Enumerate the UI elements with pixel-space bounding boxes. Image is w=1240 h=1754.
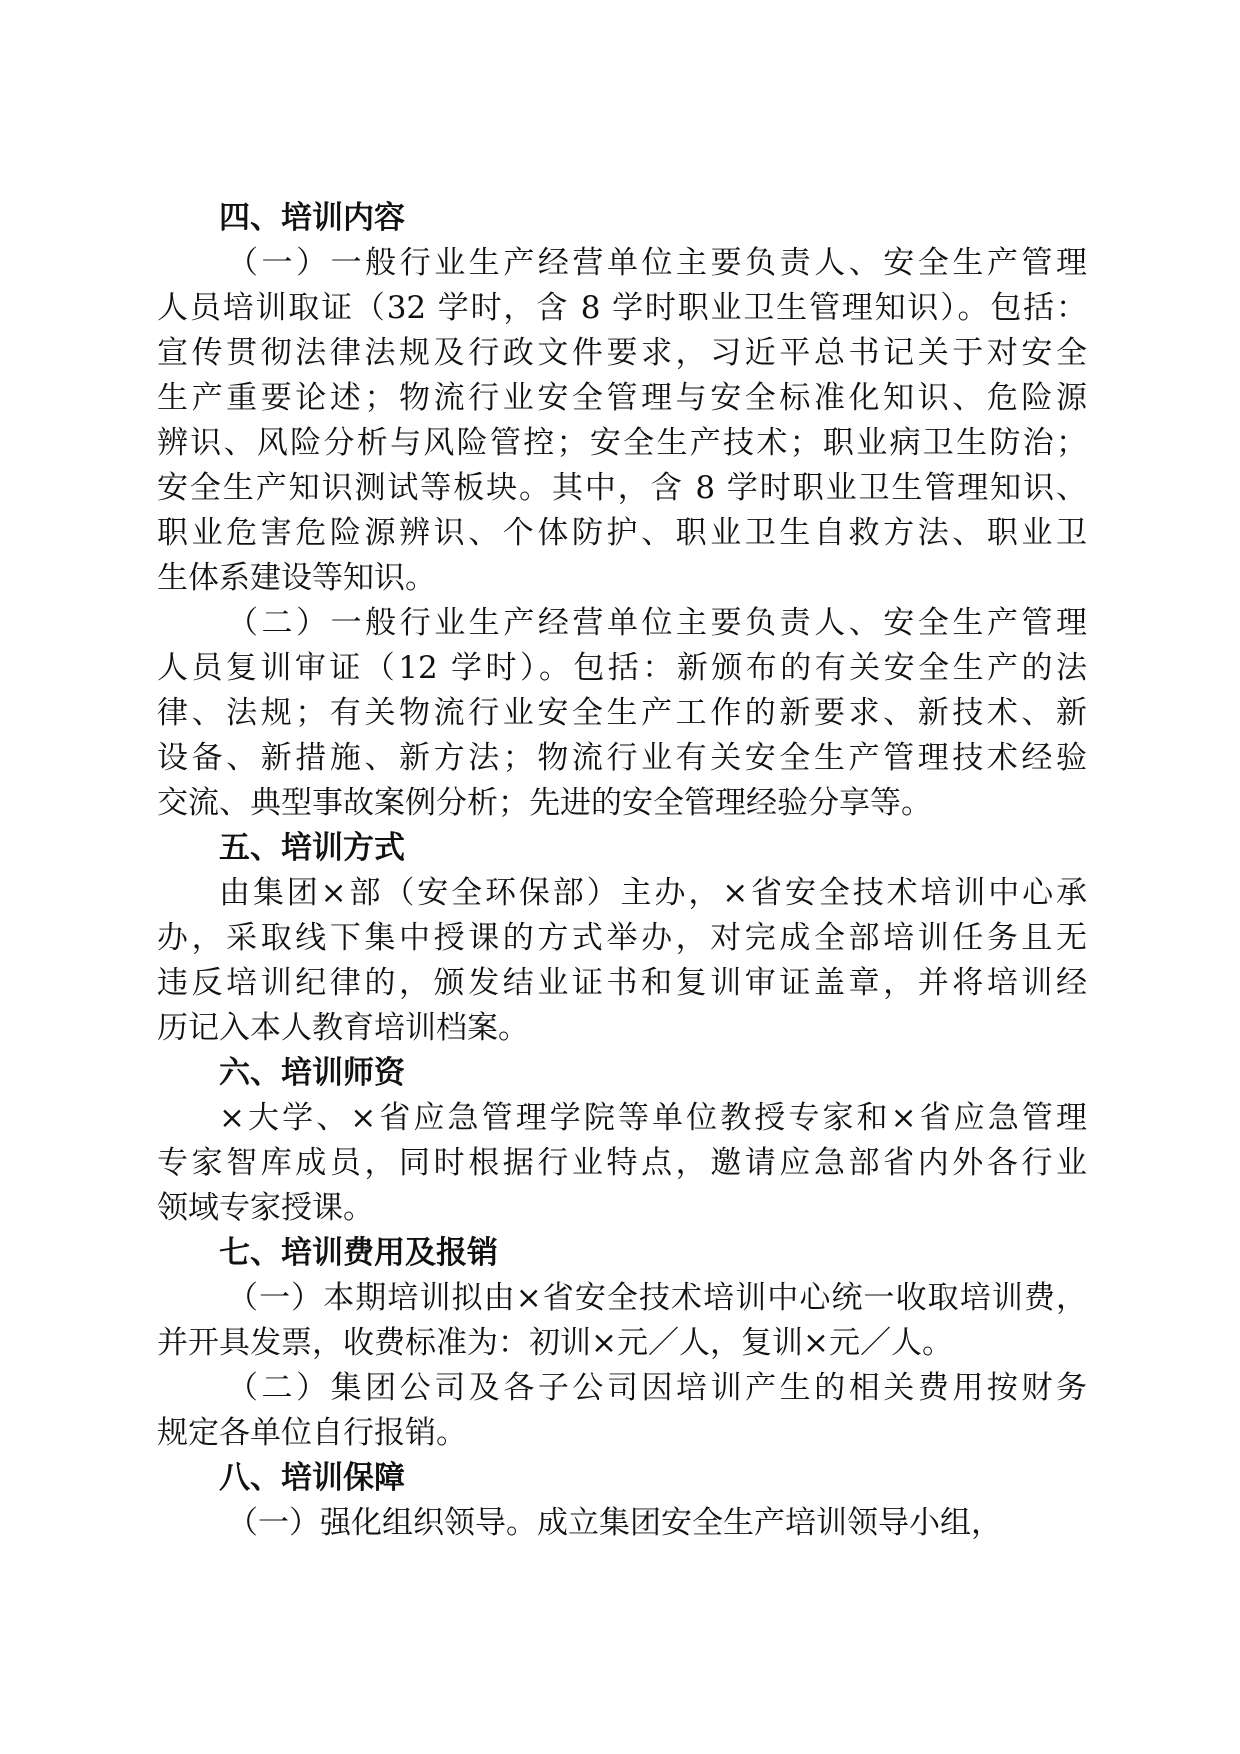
paragraph-line: 人员培训取证（32 学时，含 8 学时职业卫生管理知识）。包括： <box>157 290 1087 326</box>
paragraph-line: 辨识、风险分析与风险管控；安全生产技术；职业病卫生防治； <box>157 425 1087 461</box>
paragraph-line: 历记入本人教育培训档案。 <box>157 1010 529 1046</box>
paragraph-line: 办，采取线下集中授课的方式举办，对完成全部培训任务且无 <box>157 920 1087 956</box>
paragraph-line: 生体系建设等知识。 <box>157 560 436 596</box>
document-page <box>157 196 1087 1546</box>
paragraph-line: 设备、新措施、新方法；物流行业有关安全生产管理技术经验 <box>157 740 1087 776</box>
paragraph <box>157 1501 1087 1546</box>
section-heading: 五、培训方式 <box>219 830 405 866</box>
paragraph-line: （二）一般行业生产经营单位主要负责人、安全生产管理 <box>227 605 1087 641</box>
paragraph <box>157 1366 1087 1456</box>
paragraph-line: （二）集团公司及各子公司因培训产生的相关费用按财务 <box>227 1370 1087 1406</box>
paragraph-line: 职业危害危险源辨识、个体防护、职业卫生自救方法、职业卫 <box>157 515 1087 551</box>
section-heading: 六、培训师资 <box>219 1055 405 1091</box>
paragraph-line: 并开具发票，收费标准为：初训×元／人，复训×元／人。 <box>157 1325 953 1361</box>
paragraph <box>157 601 1087 826</box>
paragraph-line: 规定各单位自行报销。 <box>157 1415 467 1451</box>
paragraph <box>157 871 1087 1051</box>
paragraph-line: 由集团×部（安全环保部）主办，×省安全技术培训中心承 <box>219 875 1087 911</box>
section-training-faculty <box>157 1051 1087 1231</box>
paragraph-line: 生产重要论述；物流行业安全管理与安全标准化知识、危险源 <box>157 380 1087 416</box>
section-heading: 八、培训保障 <box>219 1460 405 1496</box>
paragraph-line: （一）一般行业生产经营单位主要负责人、安全生产管理 <box>227 245 1087 281</box>
section-training-method <box>157 826 1087 1051</box>
paragraph-line: 交流、典型事故案例分析；先进的安全管理经验分享等。 <box>157 785 932 821</box>
paragraph-line: （一）强化组织领导。成立集团安全生产培训领导小组， <box>227 1505 1002 1541</box>
paragraph-line: 宣传贯彻法律法规及行政文件要求，习近平总书记关于对安全 <box>157 335 1087 371</box>
section-heading: 七、培训费用及报销 <box>219 1235 498 1271</box>
paragraph-line: 领域专家授课。 <box>157 1190 374 1226</box>
section-training-content <box>157 196 1087 826</box>
paragraph-line: 专家智库成员，同时根据行业特点，邀请应急部省内外各行业 <box>157 1145 1087 1181</box>
paragraph-line: ×大学、×省应急管理学院等单位教授专家和×省应急管理 <box>219 1100 1087 1136</box>
paragraph-line: 安全生产知识测试等板块。其中，含 8 学时职业卫生管理知识、 <box>157 470 1087 506</box>
paragraph <box>157 241 1087 601</box>
paragraph-line: （一）本期培训拟由×省安全技术培训中心统一收取培训费， <box>227 1280 1087 1316</box>
section-training-support <box>157 1456 1087 1546</box>
paragraph <box>157 1096 1087 1231</box>
paragraph-line: 违反培训纪律的，颁发结业证书和复训审证盖章，并将培训经 <box>157 965 1087 1001</box>
paragraph-line: 律、法规；有关物流行业安全生产工作的新要求、新技术、新 <box>157 695 1087 731</box>
section-heading: 四、培训内容 <box>219 200 405 236</box>
section-training-fees <box>157 1231 1087 1456</box>
paragraph-line: 人员复训审证（12 学时）。包括：新颁布的有关安全生产的法 <box>157 650 1087 686</box>
paragraph <box>157 1276 1087 1366</box>
